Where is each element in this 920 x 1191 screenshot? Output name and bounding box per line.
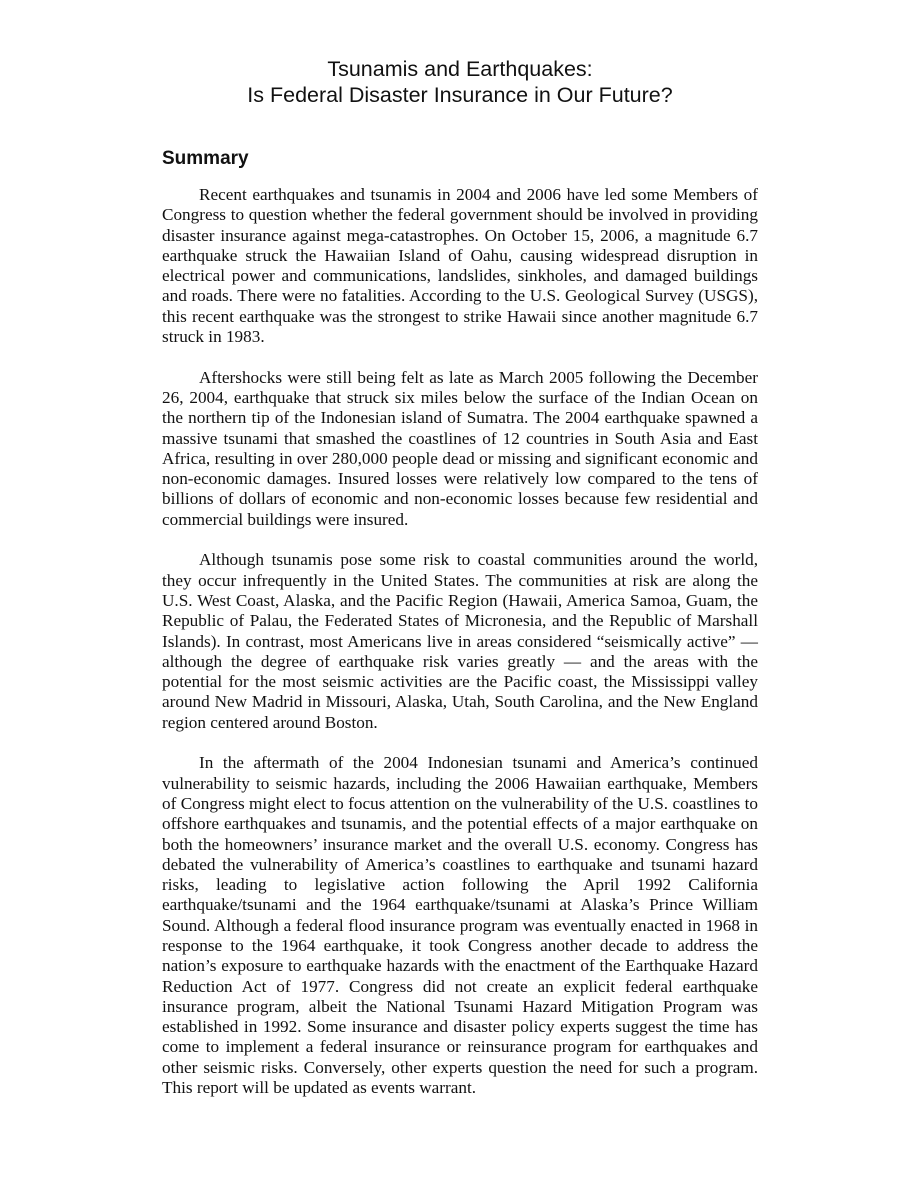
paragraph-2: Aftershocks were still being felt as late as March 2005 following the December 26, 2004, earthquake that struck six miles below the surface of the Indian Ocean on the northern tip of the Indonesian island of Sumatra. The 2004 earthquake spawned a massive tsunami that smashed the coastlines of 12 countries in South Asia and East Africa, resulting in over 280,000 people dead or missing and significant economic and non-economic damages. Insured losses were relatively low compared to the tens of billions of dollars of economic and non-economic losses because few residential and commercial buildings were insured. (162, 367, 758, 529)
paragraph-4: In the aftermath of the 2004 Indonesian tsunami and America’s continued vulnerability to seismic hazards, including the 2006 Hawaiian earthquake, Members of Congress might elect to focus attention on the vulnerability of the U.S. coastlines to offshore earthquakes and tsunamis, and the potential effects of a major earthquake on both the homeowners’ insurance market and the overall U.S. economy. Congress has debated the vulnerability of America’s coastlines to earthquake and tsunami hazard risks, leading to legislative action following the April 1992 California earthquake/tsunami and the 1964 earthquake/tsunami at Alaska’s Prince William Sound. Although a federal flood insurance program was eventually enacted in 1968 in response to the 1964 earthquake, it took Congress another decade to address the nation’s exposure to earthquake hazards with the enactment of the Earthquake Hazard Reduction Act of 1977. Congress did not create an explicit federal earthquake insurance program, albeit the National Tsunami Hazard Mitigation Program was established in 1992. Some insurance and disaster policy experts suggest the time has come to implement a federal insurance or reinsurance program for earthquakes and other seismic risks. Conversely, other experts question the need for such a program. This report will be updated as events warrant. (162, 753, 758, 1098)
title-line-2: Is Federal Disaster Insurance in Our Future? (247, 83, 673, 107)
document-title (162, 56, 758, 108)
title-line-1: Tsunamis and Earthquakes: (327, 57, 593, 81)
paragraph-3: Although tsunamis pose some risk to coastal communities around the world, they occur infrequently in the United States. The communities at risk are along the U.S. West Coast, Alaska, and the Pacific Region (Hawaii, America Samoa, Guam, the Republic of Palau, the Federated States of Micronesia, and the Republic of Marshall Islands). In contrast, most Americans live in areas considered “seismically active” — although the degree of earthquake risk varies greatly — and the areas with the potential for the most seismic activities are the Pacific coast, the Mississippi valley around New Madrid in Missouri, Alaska, Utah, South Carolina, and the New England region centered around Boston. (162, 550, 758, 732)
document-page (162, 56, 758, 1098)
paragraph-1: Recent earthquakes and tsunamis in 2004 and 2006 have led some Members of Congress to question whether the federal government should be involved in providing disaster insurance against mega-catastrophes. On October 15, 2006, a magnitude 6.7 earthquake struck the Hawaiian Island of Oahu, causing widespread disruption in electrical power and communications, landslides, sinkholes, and damaged buildings and roads. There were no fatalities. According to the U.S. Geological Survey (USGS), this recent earthquake was the strongest to strike Hawaii since another magnitude 6.7 struck in 1983. (162, 185, 758, 347)
summary-body (162, 185, 758, 1098)
section-heading-summary: Summary (162, 148, 249, 169)
